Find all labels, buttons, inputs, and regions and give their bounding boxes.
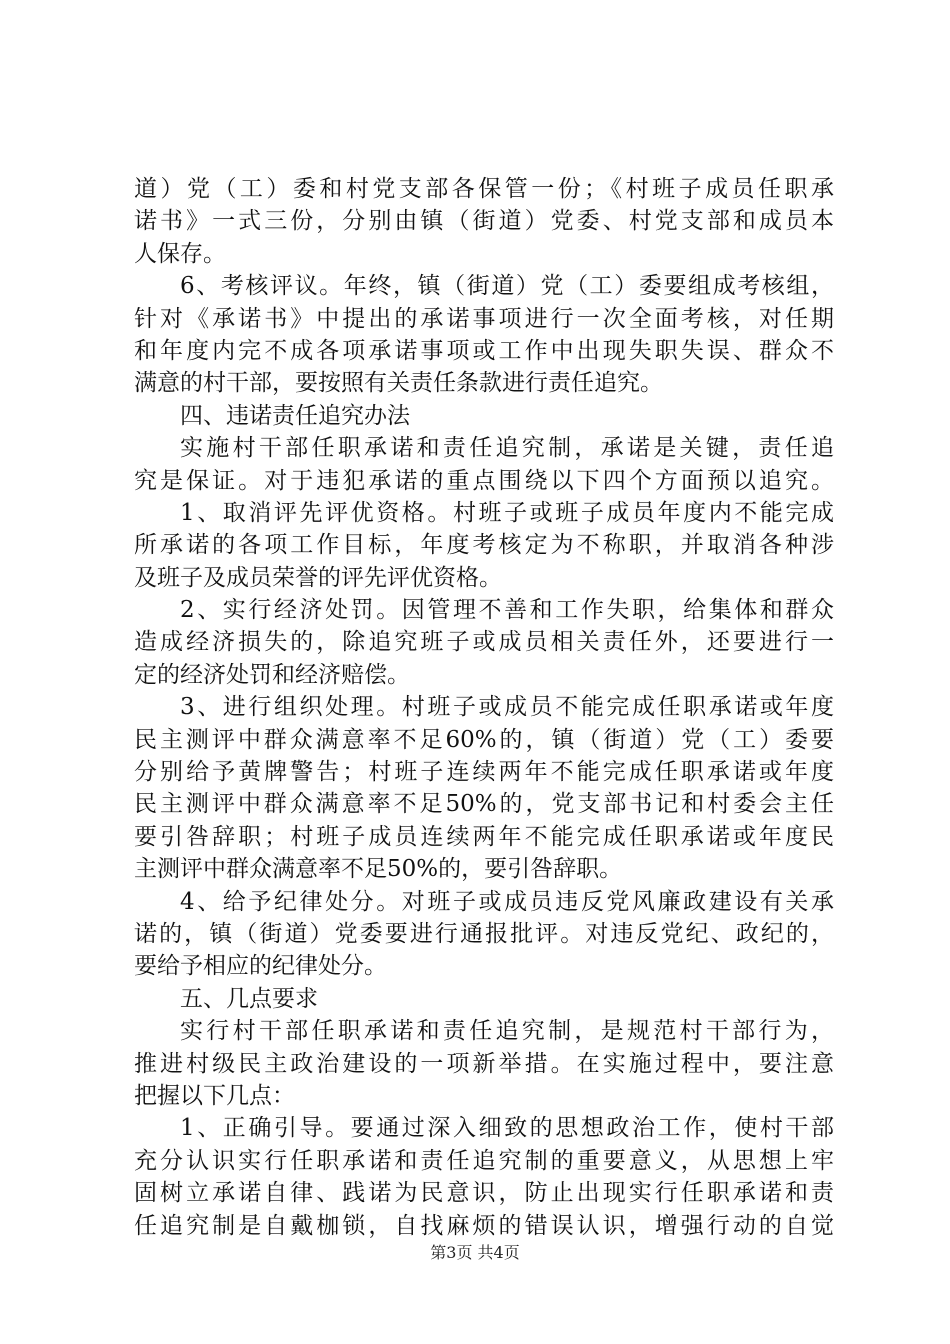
text-line: 要引咎辞职；村班子成员连续两年不能完成任职承诺或年度民	[134, 823, 834, 850]
text-line: 及班子及成员荣誉的评先评优资格。	[134, 564, 502, 591]
text-line: 2、实行经济处罚。因管理不善和工作失职，给集体和群众	[180, 597, 834, 624]
text-line: 诺的，镇（街道）党委要进行通报批评。对违反党纪、政纪的，	[134, 920, 834, 947]
page-number-footer: 第3页 共4页	[430, 1243, 520, 1262]
text-line: 固树立承诺自律、践诺为民意识，防止出现实行任职承诺和责	[134, 1180, 834, 1207]
text-line: 要给予相应的纪律处分。	[134, 953, 387, 980]
text-line: 主测评中群众满意率不足50%的，要引咎辞职。	[134, 856, 623, 883]
text-line: 分别给予黄牌警告；村班子连续两年不能完成任职承诺或年度	[134, 759, 834, 786]
text-line: 推进村级民主政治建设的一项新举措。在实施过程中，要注意	[134, 1050, 834, 1077]
text-line: 定的经济处罚和经济赔偿。	[134, 661, 410, 688]
document-body	[134, 173, 834, 1242]
text-line: 究是保证。对于违犯承诺的重点围绕以下四个方面预以追究。	[134, 467, 834, 494]
text-line: 满意的村干部，要按照有关责任条款进行责任追究。	[134, 370, 663, 397]
text-line: 把握以下几点：	[134, 1082, 295, 1109]
section-heading: 四、违诺责任追究办法	[180, 402, 410, 429]
text-line: 诺书》一式三份，分别由镇（街道）党委、村党支部和成员本	[134, 208, 834, 235]
text-line: 充分认识实行任职承诺和责任追究制的重要意义，从思想上牢	[134, 1147, 834, 1174]
text-line: 针对《承诺书》中提出的承诺事项进行一次全面考核，对任期	[134, 305, 834, 332]
text-line: 1、正确引导。要通过深入细致的思想政治工作，使村干部	[180, 1115, 834, 1142]
text-line: 实行村干部任职承诺和责任追究制，是规范村干部行为，	[180, 1018, 834, 1045]
text-line: 所承诺的各项工作目标，年度考核定为不称职，并取消各种涉	[134, 532, 834, 559]
text-line: 和年度内完不成各项承诺事项或工作中出现失职失误、群众不	[134, 337, 834, 364]
text-line: 民主测评中群众满意率不足60%的，镇（街道）党（工）委要	[134, 726, 834, 753]
text-line: 实施村干部任职承诺和责任追究制，承诺是关键，责任追	[180, 435, 834, 462]
text-line: 人保存。	[134, 240, 226, 267]
text-line: 6、考核评议。年终，镇（街道）党（工）委要组成考核组，	[180, 273, 834, 300]
text-line: 任追究制是自戴枷锁，自找麻烦的错误认识，增强行动的自觉	[134, 1212, 834, 1239]
text-line: 造成经济损失的，除追究班子或成员相关责任外，还要进行一	[134, 629, 834, 656]
text-line: 3、进行组织处理。村班子或成员不能完成任职承诺或年度	[180, 694, 834, 721]
text-line: 道）党（工）委和村党支部各保管一份；《村班子成员任职承	[134, 176, 834, 202]
text-line: 1、取消评先评优资格。村班子或班子成员年度内不能完成	[180, 499, 834, 526]
text-line: 民主测评中群众满意率不足50%的，党支部书记和村委会主任	[134, 791, 834, 818]
text-line: 4、给予纪律处分。对班子或成员违反党风廉政建设有关承	[180, 888, 834, 915]
section-heading: 五、几点要求	[180, 985, 318, 1012]
